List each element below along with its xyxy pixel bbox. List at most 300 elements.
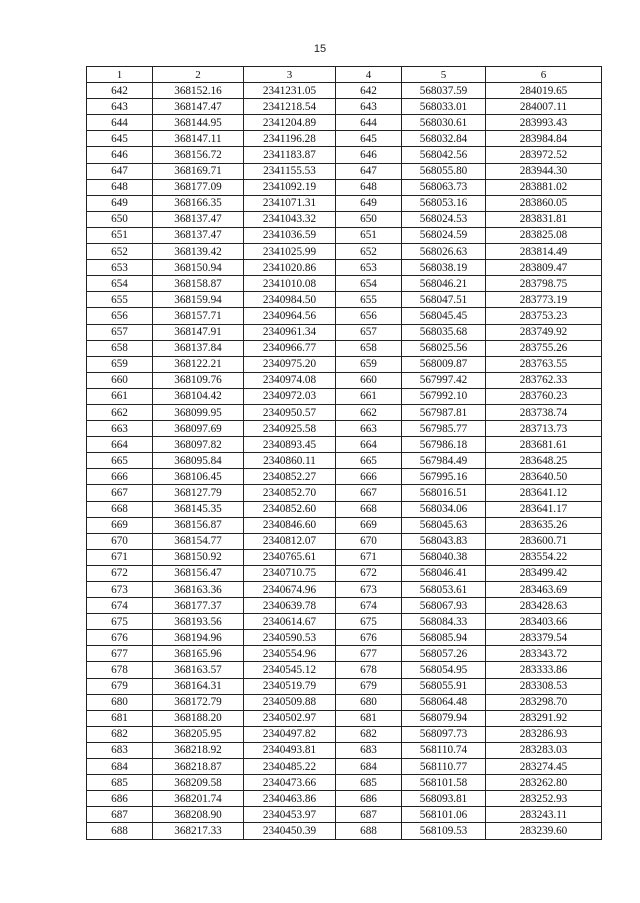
point-number-cell: 682 [336, 726, 402, 742]
point-number-cell: 659 [336, 356, 402, 372]
x-coordinate-cell: 368139.42 [153, 244, 244, 260]
x-coordinate-cell: 568009.87 [402, 356, 486, 372]
y-coordinate-cell: 2341196.28 [244, 131, 336, 147]
table-row [87, 99, 602, 115]
x-coordinate-cell: 368150.94 [153, 260, 244, 276]
point-number-cell: 687 [336, 807, 402, 823]
table-row [87, 742, 602, 758]
y-coordinate-cell: 283760.23 [486, 388, 602, 404]
x-coordinate-cell: 368137.47 [153, 211, 244, 227]
y-coordinate-cell: 2340554.96 [244, 646, 336, 662]
x-coordinate-cell: 568084.33 [402, 614, 486, 630]
x-coordinate-cell: 568046.41 [402, 565, 486, 581]
table-row [87, 694, 602, 710]
y-coordinate-cell: 2340463.86 [244, 791, 336, 807]
y-coordinate-cell: 2340509.88 [244, 694, 336, 710]
point-number-cell: 670 [336, 533, 402, 549]
column-header-6: 6 [486, 67, 602, 83]
column-header-5: 5 [402, 67, 486, 83]
y-coordinate-cell: 283763.55 [486, 356, 602, 372]
y-coordinate-cell: 283291.92 [486, 710, 602, 726]
point-number-cell: 649 [336, 195, 402, 211]
y-coordinate-cell: 2341092.19 [244, 179, 336, 195]
y-coordinate-cell: 2340710.75 [244, 565, 336, 581]
x-coordinate-cell: 568045.63 [402, 517, 486, 533]
point-number-cell: 677 [87, 646, 153, 662]
y-coordinate-cell: 283262.80 [486, 775, 602, 791]
point-number-cell: 649 [87, 195, 153, 211]
x-coordinate-cell: 368144.95 [153, 115, 244, 131]
y-coordinate-cell: 283641.17 [486, 501, 602, 517]
y-coordinate-cell: 2341036.59 [244, 227, 336, 243]
table-header [87, 67, 602, 83]
table-row [87, 388, 602, 404]
point-number-cell: 655 [336, 292, 402, 308]
point-number-cell: 661 [87, 388, 153, 404]
x-coordinate-cell: 568046.21 [402, 276, 486, 292]
x-coordinate-cell: 568024.53 [402, 211, 486, 227]
x-coordinate-cell: 368217.33 [153, 823, 244, 839]
y-coordinate-cell: 2340975.20 [244, 356, 336, 372]
y-coordinate-cell: 2340860.11 [244, 453, 336, 469]
y-coordinate-cell: 283972.52 [486, 147, 602, 163]
y-coordinate-cell: 2341183.87 [244, 147, 336, 163]
y-coordinate-cell: 2340984.50 [244, 292, 336, 308]
y-coordinate-cell: 283239.60 [486, 823, 602, 839]
point-number-cell: 684 [336, 759, 402, 775]
coordinates-table [86, 66, 602, 840]
y-coordinate-cell: 283641.12 [486, 485, 602, 501]
point-number-cell: 654 [87, 276, 153, 292]
table-row [87, 565, 602, 581]
x-coordinate-cell: 568110.77 [402, 759, 486, 775]
x-coordinate-cell: 568110.74 [402, 742, 486, 758]
y-coordinate-cell: 2340614.67 [244, 614, 336, 630]
point-number-cell: 643 [87, 99, 153, 115]
point-number-cell: 647 [336, 163, 402, 179]
table-row [87, 421, 602, 437]
table-row [87, 517, 602, 533]
point-number-cell: 680 [336, 694, 402, 710]
x-coordinate-cell: 568085.94 [402, 630, 486, 646]
point-number-cell: 664 [87, 437, 153, 453]
x-coordinate-cell: 368209.58 [153, 775, 244, 791]
x-coordinate-cell: 568040.38 [402, 549, 486, 565]
x-coordinate-cell: 568067.93 [402, 598, 486, 614]
y-coordinate-cell: 2341231.05 [244, 83, 336, 99]
x-coordinate-cell: 568037.59 [402, 83, 486, 99]
point-number-cell: 684 [87, 759, 153, 775]
point-number-cell: 645 [87, 131, 153, 147]
x-coordinate-cell: 568025.56 [402, 340, 486, 356]
x-coordinate-cell: 568042.56 [402, 147, 486, 163]
point-number-cell: 676 [87, 630, 153, 646]
y-coordinate-cell: 284007.11 [486, 99, 602, 115]
table-row [87, 630, 602, 646]
table-row [87, 324, 602, 340]
table-row [87, 131, 602, 147]
point-number-cell: 650 [87, 211, 153, 227]
point-number-cell: 643 [336, 99, 402, 115]
x-coordinate-cell: 567986.18 [402, 437, 486, 453]
y-coordinate-cell: 283809.47 [486, 260, 602, 276]
point-number-cell: 686 [87, 791, 153, 807]
column-header-2: 2 [153, 67, 244, 83]
x-coordinate-cell: 368137.84 [153, 340, 244, 356]
y-coordinate-cell: 2341010.08 [244, 276, 336, 292]
table-row [87, 678, 602, 694]
x-coordinate-cell: 368099.95 [153, 404, 244, 420]
table-row [87, 83, 602, 99]
point-number-cell: 675 [87, 614, 153, 630]
point-number-cell: 658 [336, 340, 402, 356]
y-coordinate-cell: 2340964.56 [244, 308, 336, 324]
point-number-cell: 672 [87, 565, 153, 581]
x-coordinate-cell: 368109.76 [153, 372, 244, 388]
x-coordinate-cell: 368097.69 [153, 421, 244, 437]
table-row [87, 582, 602, 598]
page-number: 15 [313, 43, 327, 55]
y-coordinate-cell: 283298.70 [486, 694, 602, 710]
x-coordinate-cell: 568055.91 [402, 678, 486, 694]
y-coordinate-cell: 2340453.97 [244, 807, 336, 823]
point-number-cell: 651 [336, 227, 402, 243]
point-number-cell: 671 [87, 549, 153, 565]
point-number-cell: 688 [336, 823, 402, 839]
y-coordinate-cell: 2340852.27 [244, 469, 336, 485]
point-number-cell: 655 [87, 292, 153, 308]
x-coordinate-cell: 368159.94 [153, 292, 244, 308]
point-number-cell: 648 [336, 179, 402, 195]
x-coordinate-cell: 368194.96 [153, 630, 244, 646]
x-coordinate-cell: 368147.47 [153, 99, 244, 115]
table-row [87, 227, 602, 243]
table-row [87, 308, 602, 324]
x-coordinate-cell: 368145.35 [153, 501, 244, 517]
point-number-cell: 678 [87, 662, 153, 678]
point-number-cell: 666 [336, 469, 402, 485]
point-number-cell: 679 [87, 678, 153, 694]
point-number-cell: 663 [336, 421, 402, 437]
table-row [87, 276, 602, 292]
point-number-cell: 665 [336, 453, 402, 469]
point-number-cell: 645 [336, 131, 402, 147]
y-coordinate-cell: 2340966.77 [244, 340, 336, 356]
x-coordinate-cell: 368156.87 [153, 517, 244, 533]
x-coordinate-cell: 368177.37 [153, 598, 244, 614]
point-number-cell: 661 [336, 388, 402, 404]
y-coordinate-cell: 283993.43 [486, 115, 602, 131]
point-number-cell: 644 [336, 115, 402, 131]
x-coordinate-cell: 568043.83 [402, 533, 486, 549]
point-number-cell: 642 [336, 83, 402, 99]
table-row [87, 469, 602, 485]
x-coordinate-cell: 568034.06 [402, 501, 486, 517]
x-coordinate-cell: 368095.84 [153, 453, 244, 469]
table-row [87, 710, 602, 726]
x-coordinate-cell: 568057.26 [402, 646, 486, 662]
table-row [87, 598, 602, 614]
y-coordinate-cell: 2340674.96 [244, 582, 336, 598]
y-coordinate-cell: 2341218.54 [244, 99, 336, 115]
table-row [87, 437, 602, 453]
table-row [87, 807, 602, 823]
point-number-cell: 667 [87, 485, 153, 501]
y-coordinate-cell: 283738.74 [486, 404, 602, 420]
point-number-cell: 686 [336, 791, 402, 807]
y-coordinate-cell: 283648.25 [486, 453, 602, 469]
point-number-cell: 652 [87, 244, 153, 260]
x-coordinate-cell: 368193.56 [153, 614, 244, 630]
point-number-cell: 657 [87, 324, 153, 340]
y-coordinate-cell: 283640.50 [486, 469, 602, 485]
x-coordinate-cell: 568026.63 [402, 244, 486, 260]
table-row [87, 211, 602, 227]
point-number-cell: 662 [336, 404, 402, 420]
table-row [87, 662, 602, 678]
y-coordinate-cell: 283713.73 [486, 421, 602, 437]
point-number-cell: 652 [336, 244, 402, 260]
point-number-cell: 644 [87, 115, 153, 131]
point-number-cell: 659 [87, 356, 153, 372]
point-number-cell: 674 [87, 598, 153, 614]
table-row [87, 823, 602, 839]
point-number-cell: 683 [336, 742, 402, 758]
y-coordinate-cell: 2340846.60 [244, 517, 336, 533]
point-number-cell: 676 [336, 630, 402, 646]
y-coordinate-cell: 2340590.53 [244, 630, 336, 646]
x-coordinate-cell: 368122.21 [153, 356, 244, 372]
y-coordinate-cell: 283635.26 [486, 517, 602, 533]
y-coordinate-cell: 283286.93 [486, 726, 602, 742]
x-coordinate-cell: 567995.16 [402, 469, 486, 485]
y-coordinate-cell: 2341071.31 [244, 195, 336, 211]
table-row [87, 115, 602, 131]
point-number-cell: 663 [87, 421, 153, 437]
column-header-4: 4 [336, 67, 402, 83]
y-coordinate-cell: 2340765.61 [244, 549, 336, 565]
point-number-cell: 688 [87, 823, 153, 839]
table-row [87, 549, 602, 565]
y-coordinate-cell: 283499.42 [486, 565, 602, 581]
y-coordinate-cell: 2340852.70 [244, 485, 336, 501]
y-coordinate-cell: 283343.72 [486, 646, 602, 662]
y-coordinate-cell: 283762.33 [486, 372, 602, 388]
y-coordinate-cell: 283243.11 [486, 807, 602, 823]
x-coordinate-cell: 568045.45 [402, 308, 486, 324]
y-coordinate-cell: 283881.02 [486, 179, 602, 195]
x-coordinate-cell: 368164.31 [153, 678, 244, 694]
y-coordinate-cell: 283860.05 [486, 195, 602, 211]
y-coordinate-cell: 2340893.45 [244, 437, 336, 453]
y-coordinate-cell: 2340502.97 [244, 710, 336, 726]
point-number-cell: 653 [336, 260, 402, 276]
x-coordinate-cell: 568032.84 [402, 131, 486, 147]
y-coordinate-cell: 283749.92 [486, 324, 602, 340]
point-number-cell: 665 [87, 453, 153, 469]
x-coordinate-cell: 368156.47 [153, 565, 244, 581]
x-coordinate-cell: 567997.42 [402, 372, 486, 388]
x-coordinate-cell: 568053.16 [402, 195, 486, 211]
table-row [87, 791, 602, 807]
x-coordinate-cell: 368205.95 [153, 726, 244, 742]
x-coordinate-cell: 368188.20 [153, 710, 244, 726]
x-coordinate-cell: 368158.87 [153, 276, 244, 292]
x-coordinate-cell: 568097.73 [402, 726, 486, 742]
x-coordinate-cell: 568033.01 [402, 99, 486, 115]
table-row [87, 292, 602, 308]
x-coordinate-cell: 568064.48 [402, 694, 486, 710]
y-coordinate-cell: 283308.53 [486, 678, 602, 694]
x-coordinate-cell: 368106.45 [153, 469, 244, 485]
x-coordinate-cell: 567984.49 [402, 453, 486, 469]
y-coordinate-cell: 2341025.99 [244, 244, 336, 260]
x-coordinate-cell: 368169.71 [153, 163, 244, 179]
point-number-cell: 673 [336, 582, 402, 598]
y-coordinate-cell: 283274.45 [486, 759, 602, 775]
point-number-cell: 668 [87, 501, 153, 517]
x-coordinate-cell: 568054.95 [402, 662, 486, 678]
x-coordinate-cell: 567987.81 [402, 404, 486, 420]
y-coordinate-cell: 283600.71 [486, 533, 602, 549]
x-coordinate-cell: 568101.06 [402, 807, 486, 823]
x-coordinate-cell: 568035.68 [402, 324, 486, 340]
point-number-cell: 654 [336, 276, 402, 292]
point-number-cell: 662 [87, 404, 153, 420]
y-coordinate-cell: 2340493.81 [244, 742, 336, 758]
x-coordinate-cell: 368163.57 [153, 662, 244, 678]
point-number-cell: 678 [336, 662, 402, 678]
y-coordinate-cell: 283283.03 [486, 742, 602, 758]
point-number-cell: 680 [87, 694, 153, 710]
point-number-cell: 683 [87, 742, 153, 758]
point-number-cell: 687 [87, 807, 153, 823]
point-number-cell: 656 [87, 308, 153, 324]
x-coordinate-cell: 368208.90 [153, 807, 244, 823]
y-coordinate-cell: 2340812.07 [244, 533, 336, 549]
table-row [87, 147, 602, 163]
x-coordinate-cell: 568016.51 [402, 485, 486, 501]
y-coordinate-cell: 2340972.03 [244, 388, 336, 404]
y-coordinate-cell: 2340974.08 [244, 372, 336, 388]
y-coordinate-cell: 2340485.22 [244, 759, 336, 775]
column-header-3: 3 [244, 67, 336, 83]
header-row [87, 67, 602, 83]
x-coordinate-cell: 368147.91 [153, 324, 244, 340]
point-number-cell: 679 [336, 678, 402, 694]
x-coordinate-cell: 368104.42 [153, 388, 244, 404]
y-coordinate-cell: 2340925.58 [244, 421, 336, 437]
table-row [87, 453, 602, 469]
point-number-cell: 669 [336, 517, 402, 533]
y-coordinate-cell: 2340497.82 [244, 726, 336, 742]
y-coordinate-cell: 283798.75 [486, 276, 602, 292]
point-number-cell: 660 [87, 372, 153, 388]
table-row [87, 372, 602, 388]
x-coordinate-cell: 568053.61 [402, 582, 486, 598]
y-coordinate-cell: 283333.86 [486, 662, 602, 678]
y-coordinate-cell: 283403.66 [486, 614, 602, 630]
x-coordinate-cell: 368127.79 [153, 485, 244, 501]
column-header-1: 1 [87, 67, 153, 83]
x-coordinate-cell: 568024.59 [402, 227, 486, 243]
table-row [87, 614, 602, 630]
point-number-cell: 685 [336, 775, 402, 791]
point-number-cell: 671 [336, 549, 402, 565]
point-number-cell: 672 [336, 565, 402, 581]
table-row [87, 726, 602, 742]
x-coordinate-cell: 368147.11 [153, 131, 244, 147]
x-coordinate-cell: 568038.19 [402, 260, 486, 276]
table-row [87, 195, 602, 211]
point-number-cell: 685 [87, 775, 153, 791]
y-coordinate-cell: 283773.19 [486, 292, 602, 308]
y-coordinate-cell: 284019.65 [486, 83, 602, 99]
x-coordinate-cell: 568047.51 [402, 292, 486, 308]
y-coordinate-cell: 2341204.89 [244, 115, 336, 131]
x-coordinate-cell: 368163.36 [153, 582, 244, 598]
y-coordinate-cell: 2341020.86 [244, 260, 336, 276]
x-coordinate-cell: 567985.77 [402, 421, 486, 437]
y-coordinate-cell: 283463.69 [486, 582, 602, 598]
x-coordinate-cell: 368177.09 [153, 179, 244, 195]
point-number-cell: 673 [87, 582, 153, 598]
y-coordinate-cell: 283554.22 [486, 549, 602, 565]
point-number-cell: 681 [87, 710, 153, 726]
x-coordinate-cell: 368166.35 [153, 195, 244, 211]
point-number-cell: 675 [336, 614, 402, 630]
point-number-cell: 681 [336, 710, 402, 726]
y-coordinate-cell: 2340961.34 [244, 324, 336, 340]
y-coordinate-cell: 283831.81 [486, 211, 602, 227]
x-coordinate-cell: 568093.81 [402, 791, 486, 807]
y-coordinate-cell: 2340852.60 [244, 501, 336, 517]
table-row [87, 260, 602, 276]
y-coordinate-cell: 283428.63 [486, 598, 602, 614]
table-row [87, 179, 602, 195]
x-coordinate-cell: 368201.74 [153, 791, 244, 807]
y-coordinate-cell: 283755.26 [486, 340, 602, 356]
point-number-cell: 656 [336, 308, 402, 324]
point-number-cell: 670 [87, 533, 153, 549]
point-number-cell: 651 [87, 227, 153, 243]
x-coordinate-cell: 368165.96 [153, 646, 244, 662]
point-number-cell: 642 [87, 83, 153, 99]
point-number-cell: 674 [336, 598, 402, 614]
x-coordinate-cell: 368218.87 [153, 759, 244, 775]
x-coordinate-cell: 368172.79 [153, 694, 244, 710]
point-number-cell: 647 [87, 163, 153, 179]
x-coordinate-cell: 568109.53 [402, 823, 486, 839]
table-row [87, 533, 602, 549]
table-row [87, 485, 602, 501]
y-coordinate-cell: 2340473.66 [244, 775, 336, 791]
point-number-cell: 677 [336, 646, 402, 662]
x-coordinate-cell: 568063.73 [402, 179, 486, 195]
y-coordinate-cell: 2341155.53 [244, 163, 336, 179]
table-row [87, 775, 602, 791]
y-coordinate-cell: 283984.84 [486, 131, 602, 147]
point-number-cell: 682 [87, 726, 153, 742]
y-coordinate-cell: 2340545.12 [244, 662, 336, 678]
y-coordinate-cell: 2340950.57 [244, 404, 336, 420]
point-number-cell: 664 [336, 437, 402, 453]
y-coordinate-cell: 283944.30 [486, 163, 602, 179]
x-coordinate-cell: 368157.71 [153, 308, 244, 324]
point-number-cell: 646 [336, 147, 402, 163]
table-row [87, 759, 602, 775]
y-coordinate-cell: 2340639.78 [244, 598, 336, 614]
